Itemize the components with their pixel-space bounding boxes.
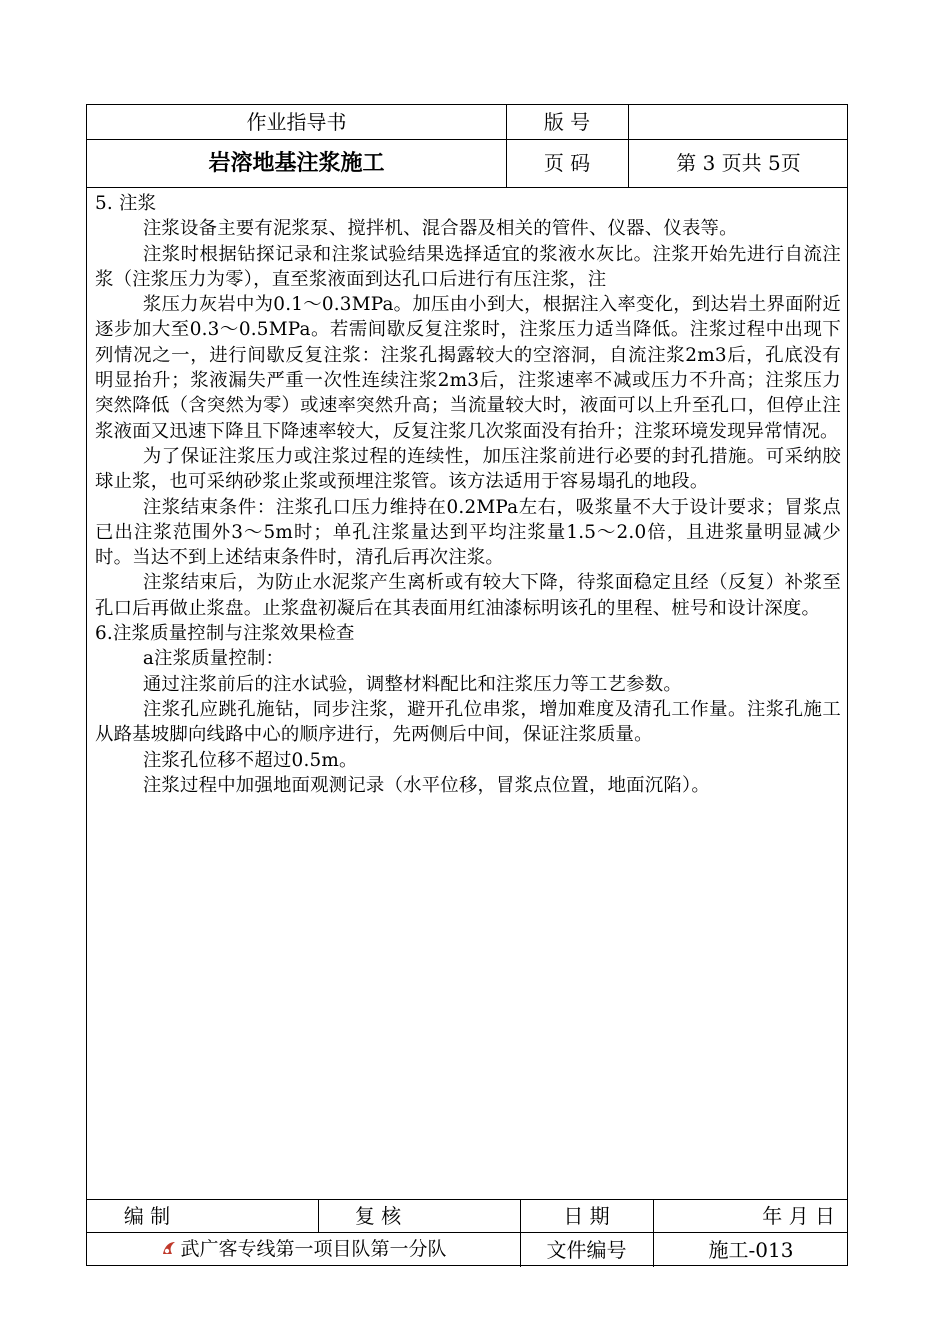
paragraph: 注浆过程中加强地面观测记录（水平位移，冒浆点位置，地面沉陷）。 bbox=[142, 774, 710, 796]
compile-label: 编 制 bbox=[123, 1203, 171, 1228]
date-value: 年 月 日 bbox=[762, 1203, 835, 1228]
doc-no-label: 文件编号 bbox=[546, 1237, 627, 1262]
paragraph: 通过注浆前后的注水试验，调整材料配比和注浆压力等工艺参数。 bbox=[142, 673, 682, 695]
paragraph: 注浆孔位移不超过0.5m。 bbox=[142, 749, 358, 771]
paragraph: 注浆时根据钻探记录和注浆试验结果选择适宜的浆液水灰比。注浆开始先进行自流注浆（注浆压力为零），直至浆液面到达孔口后进行有压注浆，注 bbox=[95, 243, 841, 290]
company-logo-icon bbox=[160, 1239, 178, 1261]
paragraph: 注浆孔应跳孔施钻，同步注浆，避开孔位串浆，增加难度及清孔工作量。注浆孔施工从路基坡脚向线路中心的顺序进行，先两侧后中间，保证注浆质量。 bbox=[95, 698, 841, 746]
document-sheet bbox=[86, 104, 848, 1266]
org-name-cell bbox=[87, 1232, 520, 1267]
page-title: 岩溶地基注浆施工 bbox=[208, 150, 385, 176]
section-heading: 5. 注浆 bbox=[95, 193, 157, 214]
org-name: 武广客专线第一项目队第一分队 bbox=[180, 1238, 447, 1260]
paragraph: a注浆质量控制： bbox=[142, 648, 285, 670]
divider bbox=[87, 187, 847, 188]
paragraph: 注浆结束条件：注浆孔口压力维持在0.2MPa左右，吸浆量不大于设计要求；冒浆点已出注浆范围外3～5m时；单孔注浆量达到平均注浆量1.5～2.0倍，且进浆量明显减少时。当达不到上述结束条件时，清孔后再次注浆。 bbox=[95, 496, 841, 569]
version-value bbox=[628, 105, 849, 139]
doc-type: 作业指导书 bbox=[246, 110, 347, 134]
paragraph: 为了保证注浆压力或注浆过程的连续性，加压注浆前进行必要的封孔措施。可采纳胶球止浆，也可采纳砂浆止浆或预埋注浆管。该方法适用于容易塌孔的地段。 bbox=[95, 445, 841, 493]
page-label: 页 码 bbox=[543, 151, 591, 175]
doc-no-value: 施工-013 bbox=[708, 1237, 794, 1262]
section-heading: 6.注浆质量控制与注浆效果检查 bbox=[95, 623, 355, 645]
paragraph: 浆压力灰岩中为0.1～0.3MPa。加压由小到大，根据注入率变化，到达岩土界面附近逐步加大至0.3～0.5MPa。若需间歇反复注浆时，注浆压力适当降低。注浆过程中出现下列情况之一，进行间歇反复注浆：注浆孔揭露较大的空溶洞，自流注浆2m3后，孔底没有明显抬升；浆液漏失严重一次性连续注浆2m3后，注浆速率不减或压力不升高；注浆压力突然降低（含突然为零）或速率突然升高；当流量较大时，液面可以上升至孔口，但停止注浆液面又迅速下降且下降速率较大，反复注浆几次浆面没有抬升；注浆环境发现异常情况。 bbox=[95, 294, 841, 442]
paragraph: 注浆结束后，为防止水泥浆产生离析或有较大下降，待浆面稳定且经（反复）补浆至孔口后再做止浆盘。止浆盘初凝后在其表面用红油漆标明该孔的里程、桩号和设计深度。 bbox=[95, 572, 841, 619]
review-label: 复 核 bbox=[354, 1203, 402, 1228]
version-label: 版 号 bbox=[543, 110, 591, 134]
date-label: 日 期 bbox=[563, 1203, 610, 1228]
page-number: 第 3 页共 5页 bbox=[676, 151, 801, 175]
document-body bbox=[95, 191, 841, 798]
paragraph: 注浆设备主要有泥浆泵、搅拌机、混合器及相关的管件、仪器、仪表等。 bbox=[142, 218, 738, 240]
